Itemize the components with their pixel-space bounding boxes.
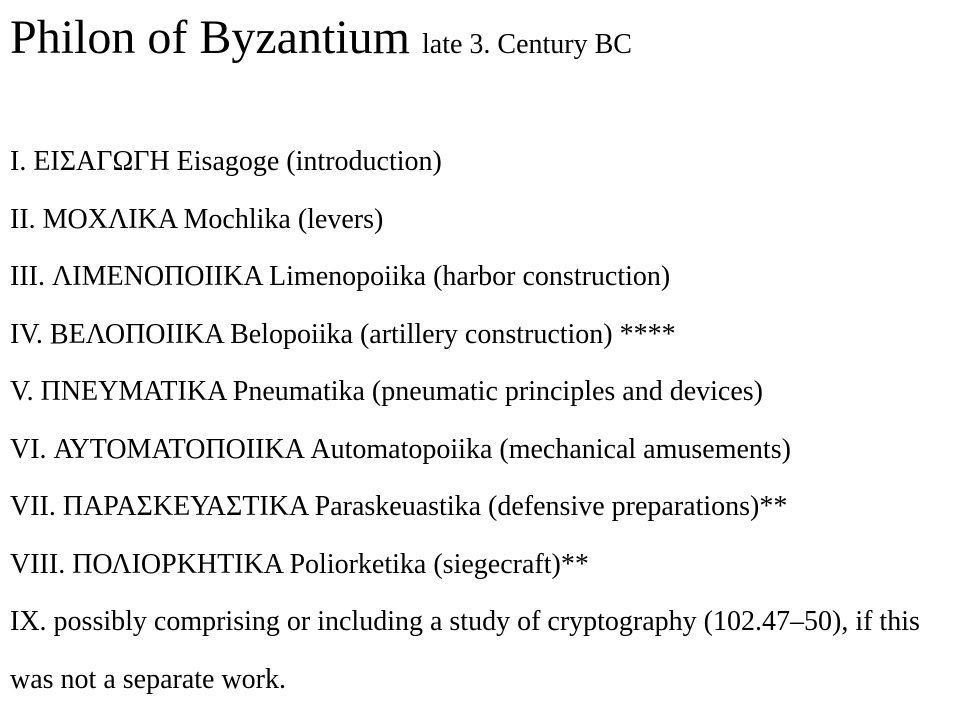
list-item-1: I. ΕΙΣΑΓΩΓΗ Eisagoge (introduction) <box>10 146 442 177</box>
list-item-5: V. ΠΝΕΥΜΑΤΙΚΑ Pneumatika (pneumatic principles and devices) <box>10 376 764 407</box>
list-item-4: IV. ΒΕΛΟΠΟΙΙΚΑ Belopoiika (artillery construction) **** <box>10 318 676 350</box>
list-item-2: II. ΜΟΧΛΙΚΑ Mochlika (levers) <box>10 203 384 235</box>
list-item-9: IX. possibly comprising or including a study of cryptography (102.47–50), if this was not a separate work. <box>10 606 920 695</box>
slide-title <box>10 11 632 64</box>
title-main: Philon of Byzantium <box>10 11 410 64</box>
list-item-8: VIII. ΠΟΛΙΟΡΚΗΤΙΚΑ Poliorketika (siegecraft)** <box>10 548 589 580</box>
list-item-3: III. ΛΙΜΕΝΟΠΟΙΙΚΑ Limenopoiika (harbor construction) <box>10 261 671 292</box>
list-item-6: VI. ΑΥΤΟΜΑΤΟΠΟΙΙΚΑ Automatopoiika (mechanical amusements) <box>10 433 791 465</box>
list-item-7: VII. ΠΑΡΑΣΚΕΥΑΣΤΙΚΑ Paraskeuastika (defensive preparations)** <box>10 491 788 522</box>
works-list <box>10 133 950 708</box>
title-subtitle: late 3. Century BC <box>421 29 632 60</box>
